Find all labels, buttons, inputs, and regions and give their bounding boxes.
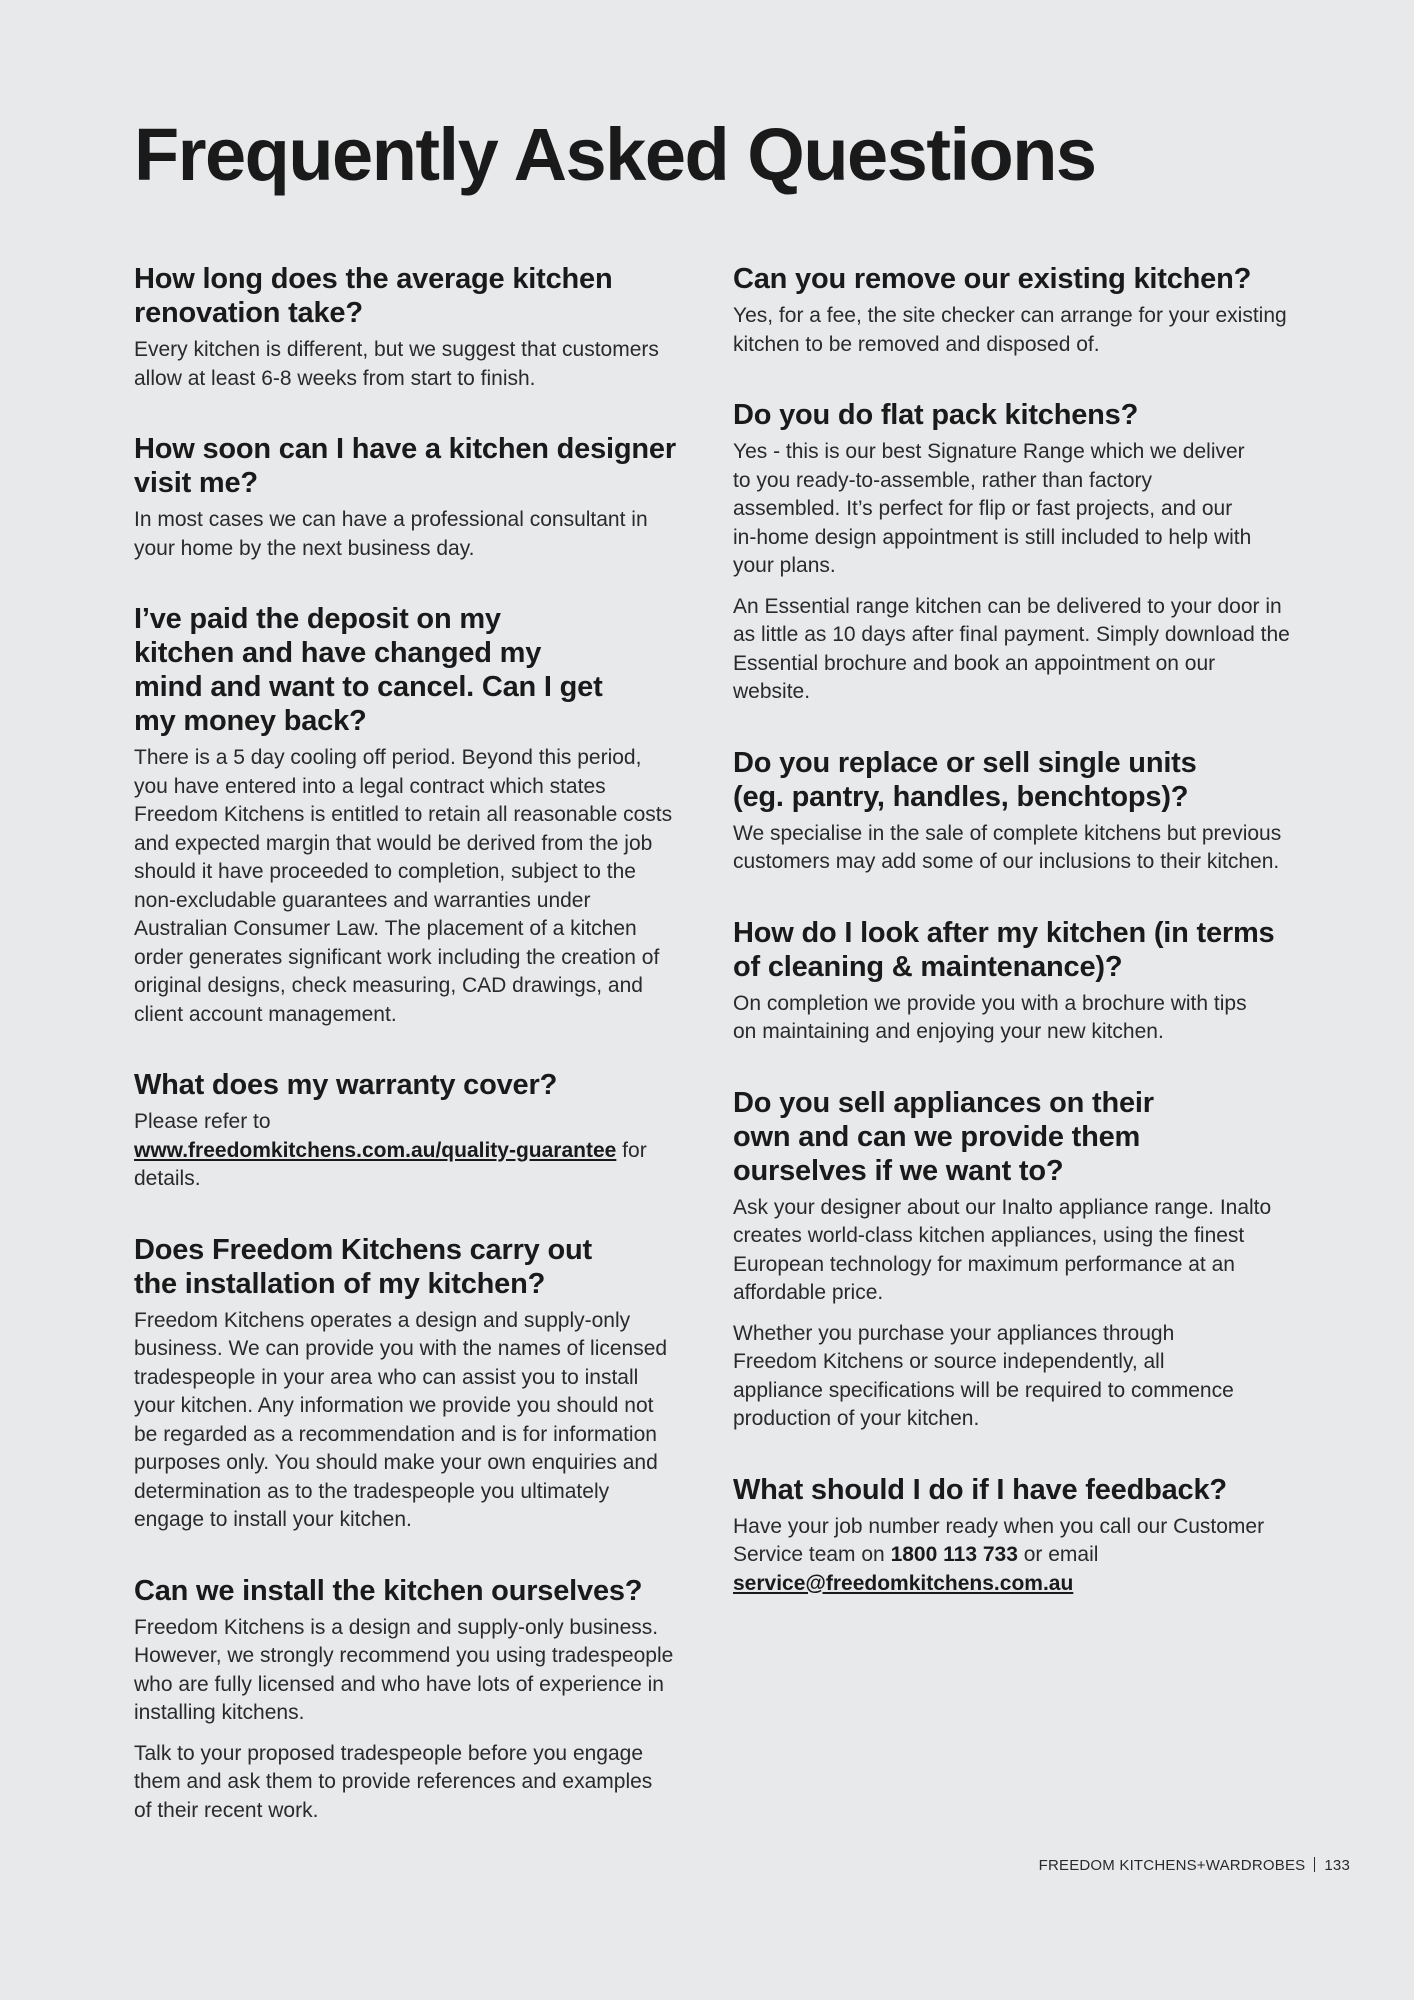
faq-item	[733, 398, 1293, 707]
faq-question: What does my warranty cover?	[134, 1069, 558, 1101]
faq-question: How do I look after my kitchen (in terms of cleaning & maintenance)?	[733, 916, 1275, 983]
faq-item	[733, 1473, 1293, 1599]
faq-item	[134, 1233, 694, 1535]
faq-question: Can you remove our existing kitchen?	[733, 263, 1252, 295]
footer-brand: FREEDOM KITCHENS+WARDROBES	[1038, 1857, 1306, 1874]
faq-question: Do you do flat pack kitchens?	[733, 399, 1139, 431]
faq-question: What should I do if I have feedback?	[733, 1473, 1227, 1506]
warranty-link[interactable]: www.freedomkitchens.com.au/quality-guarantee	[134, 1138, 617, 1162]
page-title: Frequently Asked Questions	[134, 113, 1096, 196]
faq-item	[134, 602, 694, 1029]
faq-answer: An Essential range kitchen can be delivered to your door in as little as 10 days after final payment. Simply download the Essential brochure and book an appointment on our website.	[733, 594, 1290, 703]
faq-item	[733, 916, 1293, 1047]
answer-text: for details.	[134, 1138, 647, 1190]
faq-answer: Yes - this is our best Signature Range which we deliver to you ready-to-assemble, rather than factory assembled. It’s perfect for flip or fast projects, and our in-home design appointment is still included to help with your plans.	[733, 440, 1252, 577]
faq-item	[733, 262, 1293, 359]
faq-item	[134, 1068, 694, 1194]
left-column	[134, 262, 694, 1864]
faq-answer: In most cases we can have a professional consultant in your home by the next business day.	[134, 508, 648, 560]
phone-number: 1800 113 733	[890, 1543, 1018, 1566]
right-column	[733, 262, 1293, 1637]
answer-text: Have your job number ready when you call our Customer Service team on	[733, 1514, 1265, 1566]
faq-item	[733, 746, 1293, 877]
answer-text: Please refer to	[134, 1110, 271, 1133]
faq-answer: We specialise in the sale of complete kitchens but previous customers may add some of our inclusions to their kitchen.	[733, 821, 1282, 873]
faq-question: How long does the average kitchen renovation take?	[134, 263, 613, 329]
page-footer	[1039, 1857, 1350, 1874]
faq-question: Do you replace or sell single units (eg. pantry, handles, benchtops)?	[733, 746, 1197, 813]
faq-item	[134, 1574, 694, 1826]
answer-text: or email	[1017, 1543, 1099, 1566]
faq-answer: Freedom Kitchens operates a design and supply-only business. We can provide you with the names of licensed tradespeople in your area who can assist you to install your kitchen. Any information we provide you should not be regarded as a recommendation and is for information purposes only. You should make your own enquiries and determination as to the tradespeople you ultimately engage to install your kitchen.	[134, 1308, 668, 1531]
faq-answer	[733, 1513, 1273, 1599]
faq-item	[134, 262, 694, 393]
faq-answer: Talk to your proposed tradespeople before you engage them and ask them to provide references and examples of their recent work.	[134, 1741, 653, 1822]
service-email-link[interactable]: service@freedomkitchens.com.au	[733, 1571, 1074, 1595]
faq-question: Can we install the kitchen ourselves?	[134, 1574, 643, 1607]
faq-answer	[134, 1108, 654, 1194]
faq-answer: Whether you purchase your appliances through Freedom Kitchens or source independently, all appliance specifications will be required to commence production of your kitchen.	[733, 1321, 1234, 1430]
faq-answer: Yes, for a fee, the site checker can arrange for your existing kitchen to be removed and disposed of.	[733, 304, 1287, 356]
faq-question: How soon can I have a kitchen designer visit me?	[134, 433, 676, 499]
faq-answer: On completion we provide you with a brochure with tips on maintaining and enjoying your new kitchen.	[733, 991, 1247, 1043]
faq-question: Does Freedom Kitchens carry out the installation of my kitchen?	[134, 1233, 592, 1300]
footer-divider	[1314, 1857, 1315, 1872]
faq-question: Do you sell appliances on their own and can we provide them ourselves if we want to?	[733, 1086, 1154, 1187]
faq-question: I’ve paid the deposit on my kitchen and have changed my mind and want to cancel. Can I get my money back?	[134, 603, 603, 737]
faq-answer: Ask your designer about our Inalto appliance range. Inalto creates world-class kitchen appliances, using the finest European technology for maximum performance at an affordable price.	[733, 1195, 1272, 1304]
faq-item	[134, 432, 694, 563]
faq-item	[733, 1086, 1293, 1434]
faq-answer: Freedom Kitchens is a design and supply-only business. However, we strongly recommend you using tradespeople who are fully licensed and who have lots of experience in installing kitchens.	[134, 1615, 674, 1724]
faq-answer: Every kitchen is different, but we suggest that customers allow at least 6-8 weeks from start to finish.	[134, 338, 659, 390]
page-number: 133	[1324, 1857, 1350, 1874]
faq-answer: There is a 5 day cooling off period. Beyond this period, you have entered into a legal contract which states Freedom Kitchens is entitled to retain all reasonable costs and expected margin that would be derived from the job should it have proceeded to completion, subject to the non-excludable guarantees and warranties under Australian Consumer Law. The placement of a kitchen order generates significant work including the creation of original designs, check measuring, CAD drawings, and client account management.	[134, 746, 673, 1026]
